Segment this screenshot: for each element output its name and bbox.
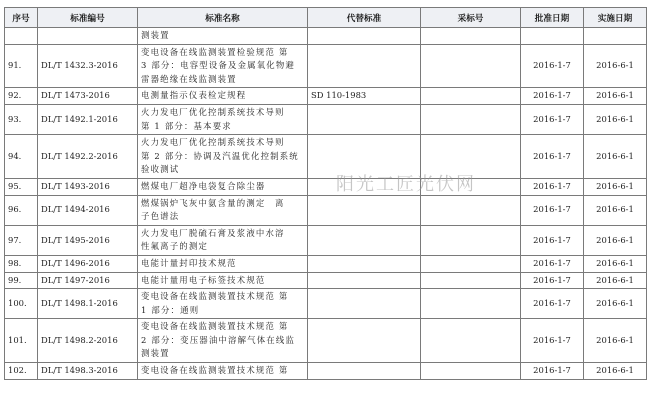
- cell-adopt-number: [421, 44, 521, 88]
- cell-adopt-number: [421, 135, 521, 179]
- cell-adopt-number: [421, 272, 521, 289]
- cell-standard-name: [138, 319, 308, 363]
- header-approve-date: 批准日期: [521, 8, 584, 28]
- standard-name-line: 火力发电厂优化控制系统技术导则: [141, 106, 285, 117]
- cell-implement-date: [584, 28, 647, 45]
- watermark-text: 阳光工匠光伏网: [336, 174, 476, 195]
- cell-adopt-number: [421, 104, 521, 134]
- standard-name-line: 火力发电厂脱硫石膏及浆液中水溶: [141, 227, 285, 238]
- standard-name-line: 变电设备在线监测装置技术规范 第: [141, 291, 289, 302]
- cell-standard-name: [138, 255, 308, 272]
- standard-name-line: 子色谱法: [141, 211, 180, 222]
- cell-adopt-number: [421, 195, 521, 225]
- cell-replace-standard: [308, 319, 421, 363]
- cell-standard-name: [138, 272, 308, 289]
- header-implement-date: 实施日期: [584, 8, 647, 28]
- cell-approve-date: 2016-1-7: [521, 272, 584, 289]
- cell-approve-date: 2016-1-7: [521, 319, 584, 363]
- cell-standard-code: DL/T 1473-2016: [38, 88, 138, 105]
- cell-replace-standard: [308, 363, 421, 380]
- standard-name-line: 测装置: [141, 30, 170, 40]
- cell-adopt-number: [421, 255, 521, 272]
- table-row: [5, 272, 647, 289]
- cell-approve-date: 2016-1-7: [521, 289, 584, 319]
- cell-replace-standard: [308, 195, 421, 225]
- cell-implement-date: 2016-6-1: [584, 289, 647, 319]
- cell-replace-standard: [308, 135, 421, 179]
- standard-name-line: 验收测试: [141, 164, 180, 175]
- standard-name-line: 电测量指示仪表检定规程: [141, 90, 247, 101]
- cell-approve-date: 2016-1-7: [521, 88, 584, 105]
- header-name: 标准名称: [138, 8, 308, 28]
- table-row: [5, 195, 647, 225]
- cell-no: 93.: [5, 104, 38, 134]
- cell-adopt-number: [421, 319, 521, 363]
- cell-adopt-number: [421, 178, 521, 195]
- cell-no: 95.: [5, 178, 38, 195]
- table-row: [5, 28, 647, 45]
- cell-no: 92.: [5, 88, 38, 105]
- standard-name-line: 变电设备在线监测装置技术规范 第: [141, 321, 289, 332]
- table-row: [5, 88, 647, 105]
- cell-no: 101.: [5, 319, 38, 363]
- cell-standard-code: DL/T 1492.2-2016: [38, 135, 138, 179]
- table-row: [5, 104, 647, 134]
- cell-implement-date: 2016-6-1: [584, 104, 647, 134]
- cell-standard-code: DL/T 1497-2016: [38, 272, 138, 289]
- standard-name-line: 电能计量用电子标签技术规范: [141, 274, 266, 285]
- table-row: [5, 319, 647, 363]
- cell-no: 96.: [5, 195, 38, 225]
- cell-implement-date: 2016-6-1: [584, 44, 647, 88]
- cell-standard-name: [138, 195, 308, 225]
- cell-standard-code: DL/T 1496-2016: [38, 255, 138, 272]
- cell-adopt-number: [421, 28, 521, 45]
- cell-standard-name: [138, 289, 308, 319]
- cell-implement-date: 2016-6-1: [584, 319, 647, 363]
- table-row: [5, 44, 647, 88]
- cell-no: 91.: [5, 44, 38, 88]
- cell-approve-date: [521, 28, 584, 45]
- cell-replace-standard: SD 110-1983: [308, 88, 421, 105]
- cell-implement-date: 2016-6-1: [584, 178, 647, 195]
- standard-name-line: 电能计量封印技术规范: [141, 257, 237, 268]
- table-body: [5, 28, 647, 380]
- cell-replace-standard: [308, 272, 421, 289]
- table-row: [5, 363, 647, 380]
- standard-name-line: 变电设备在线监测装置技术规范 第: [141, 365, 289, 376]
- cell-standard-name: [138, 28, 308, 45]
- cell-approve-date: 2016-1-7: [521, 135, 584, 179]
- cell-replace-standard: [308, 104, 421, 134]
- cell-implement-date: 2016-6-1: [584, 225, 647, 255]
- cell-replace-standard: [308, 178, 421, 195]
- standard-name-line: 第 2 部分：协调及汽温优化控制系统: [141, 150, 299, 161]
- cell-standard-code: DL/T 1495-2016: [38, 225, 138, 255]
- header-adopt: 采标号: [421, 8, 521, 28]
- table-row: [5, 289, 647, 319]
- standard-name-line: 火力发电厂优化控制系统技术导则: [141, 137, 285, 148]
- cell-no: 94.: [5, 135, 38, 179]
- standards-table: [4, 7, 647, 380]
- cell-replace-standard: [308, 44, 421, 88]
- cell-standard-name: [138, 88, 308, 105]
- cell-standard-name: [138, 44, 308, 88]
- cell-implement-date: 2016-6-1: [584, 88, 647, 105]
- header-replace: 代替标准: [308, 8, 421, 28]
- cell-standard-name: [138, 363, 308, 380]
- standard-name-line: 性氟离子的测定: [141, 241, 209, 252]
- cell-adopt-number: [421, 225, 521, 255]
- cell-approve-date: 2016-1-7: [521, 178, 584, 195]
- standard-name-line: 燃煤电厂超净电袋复合除尘器: [141, 180, 266, 191]
- cell-standard-name: [138, 178, 308, 195]
- standard-name-line: 第 1 部分：基本要求: [141, 120, 232, 131]
- cell-approve-date: 2016-1-7: [521, 44, 584, 88]
- standard-name-line: 3 部分：电容型设备及金属氧化物避: [141, 60, 296, 71]
- cell-no: 102.: [5, 363, 38, 380]
- cell-standard-name: [138, 104, 308, 134]
- standard-name-line: 燃煤锅炉飞灰中氨含量的测定 离: [141, 197, 285, 208]
- cell-no: 98.: [5, 255, 38, 272]
- cell-implement-date: 2016-6-1: [584, 255, 647, 272]
- standard-name-line: 1 部分：通则: [141, 304, 200, 315]
- standard-name-line: 雷器绝缘在线监测装置: [141, 73, 237, 84]
- cell-no: 99.: [5, 272, 38, 289]
- cell-standard-code: DL/T 1498.2-2016: [38, 319, 138, 363]
- cell-standard-code: DL/T 1498.3-2016: [38, 363, 138, 380]
- cell-adopt-number: [421, 88, 521, 105]
- cell-adopt-number: [421, 289, 521, 319]
- cell-adopt-number: [421, 363, 521, 380]
- cell-standard-name: [138, 135, 308, 179]
- table-row: [5, 255, 647, 272]
- cell-standard-code: DL/T 1432.3-2016: [38, 44, 138, 88]
- cell-replace-standard: [308, 28, 421, 45]
- cell-approve-date: 2016-1-7: [521, 255, 584, 272]
- cell-standard-code: [38, 28, 138, 45]
- cell-standard-name: [138, 225, 308, 255]
- cell-replace-standard: [308, 255, 421, 272]
- cell-approve-date: 2016-1-7: [521, 104, 584, 134]
- header-code: 标准编号: [38, 8, 138, 28]
- cell-approve-date: 2016-1-7: [521, 363, 584, 380]
- cell-no: 97.: [5, 225, 38, 255]
- cell-standard-code: DL/T 1498.1-2016: [38, 289, 138, 319]
- cell-implement-date: 2016-6-1: [584, 272, 647, 289]
- table-row: [5, 178, 647, 195]
- cell-replace-standard: [308, 289, 421, 319]
- cell-implement-date: 2016-6-1: [584, 363, 647, 380]
- standard-name-line: 2 部分：变压器油中溶解气体在线监: [141, 334, 296, 345]
- cell-implement-date: 2016-6-1: [584, 135, 647, 179]
- table-row: [5, 135, 647, 179]
- cell-standard-code: DL/T 1493-2016: [38, 178, 138, 195]
- cell-implement-date: 2016-6-1: [584, 195, 647, 225]
- cell-standard-code: DL/T 1494-2016: [38, 195, 138, 225]
- cell-no: [5, 28, 38, 45]
- header-no: 序号: [5, 8, 38, 28]
- cell-standard-code: DL/T 1492.1-2016: [38, 104, 138, 134]
- standard-name-line: 测装置: [141, 348, 170, 359]
- table-row: [5, 225, 647, 255]
- cell-replace-standard: [308, 225, 421, 255]
- cell-no: 100.: [5, 289, 38, 319]
- standard-name-line: 变电设备在线监测装置检验规范 第: [141, 46, 289, 57]
- cell-approve-date: 2016-1-7: [521, 195, 584, 225]
- table-header-row: [5, 8, 647, 28]
- cell-approve-date: 2016-1-7: [521, 225, 584, 255]
